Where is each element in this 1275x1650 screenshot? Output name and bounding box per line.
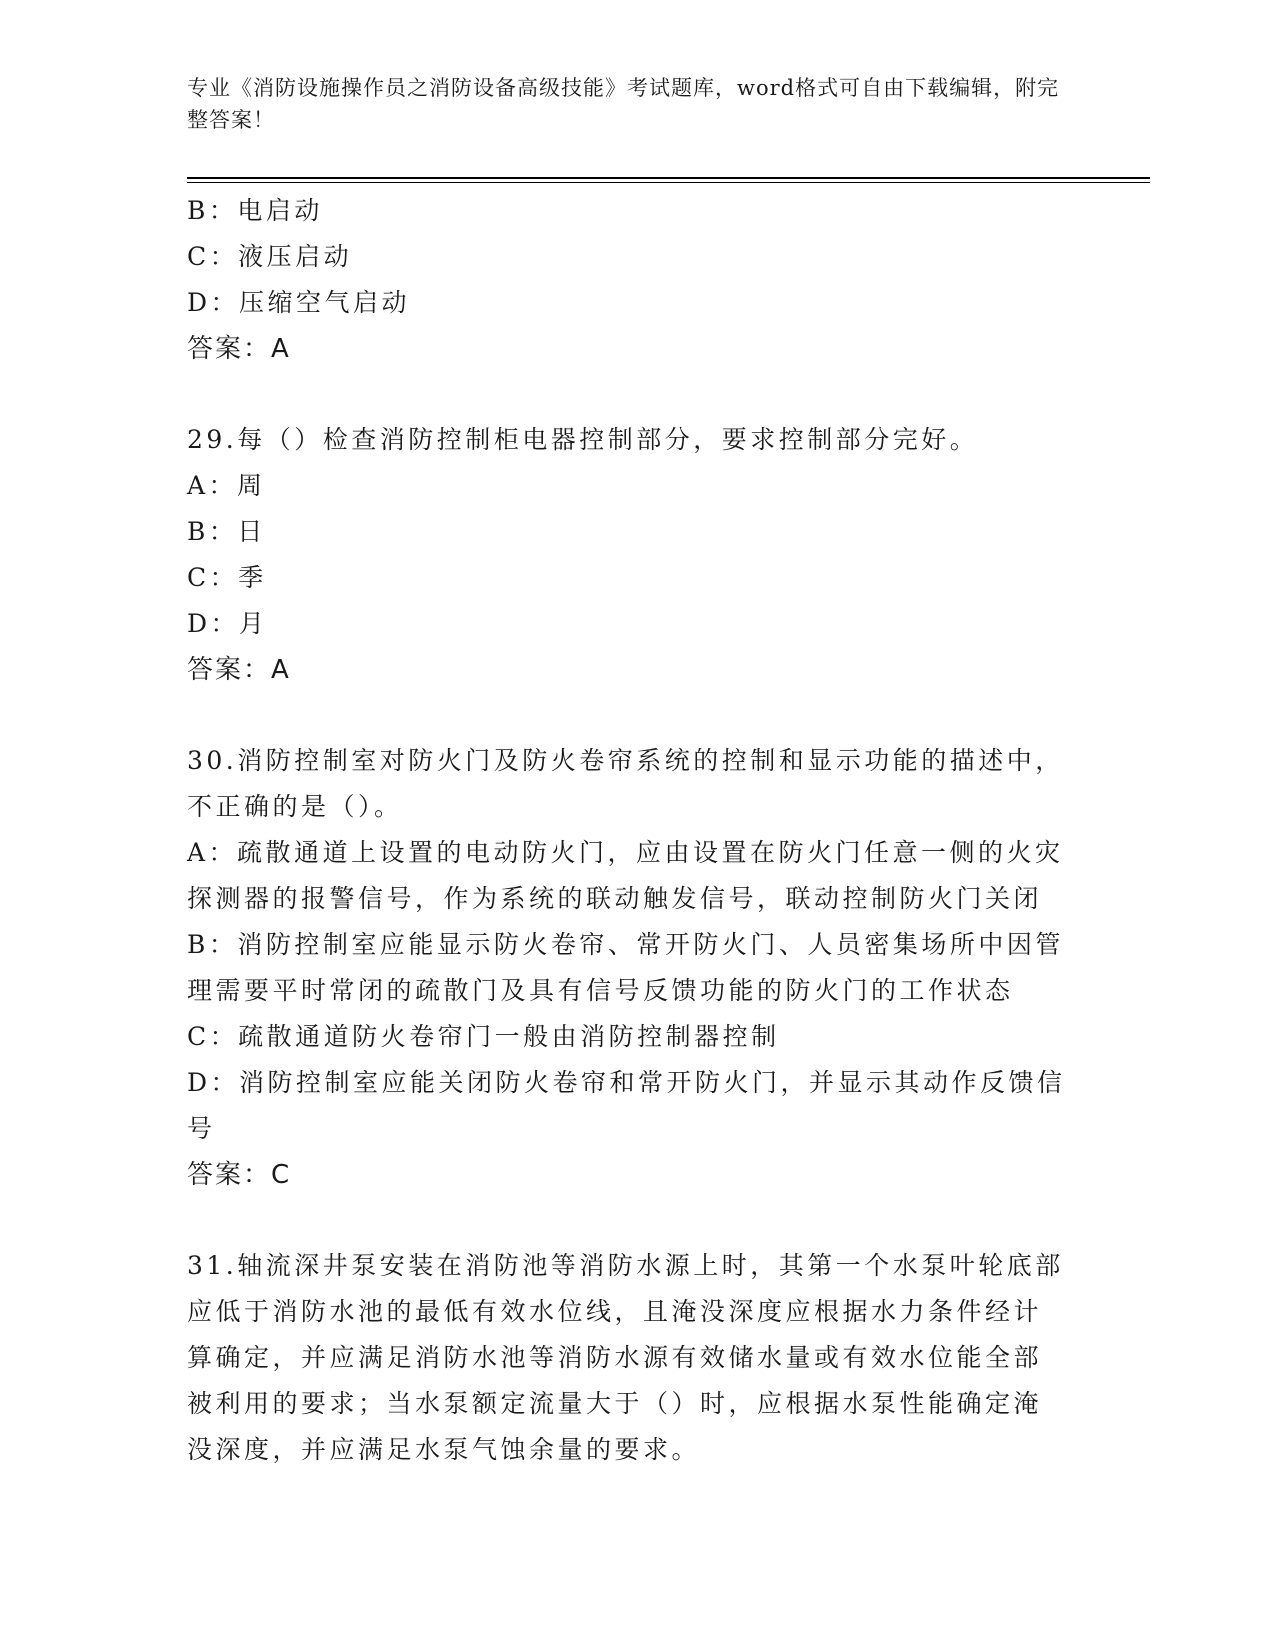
question-list (187, 188, 1067, 1473)
option-a: A：疏散通道上设置的电动防火门，应由设置在防火门任意一侧的火灾探测器的报警信号，作为系统的联动触发信号，联动控制防火门关闭 (187, 838, 1064, 913)
question-stem: 29.每（）检查消防控制柜电器控制部分，要求控制部分完好。 (187, 425, 979, 454)
question-30 (187, 738, 1067, 1198)
option-d: D：月 (187, 609, 268, 638)
answer-line: 答案：C (187, 1160, 292, 1190)
option-d: D：压缩空气启动 (187, 288, 411, 317)
question-31 (187, 1243, 1067, 1473)
document-header: 专业《消防设施操作员之消防设备高级技能》考试题库，word格式可自由下载编辑，附完整答案！ (187, 76, 1060, 132)
question-stem: 31.轴流深井泵安装在消防池等消防水源上时，其第一个水泵叶轮底部应低于消防水池的最低有效水位线，且淹没深度应根据水力条件经计算确定，并应满足消防水池等消防水源有效储水量或有效水位能全部被利用的要求；当水泵额定流量大于（）时，应根据水泵性能确定淹没深度，并应满足水泵气蚀余量的要求。 (187, 1251, 1064, 1464)
option-d: D：消防控制室应能关闭防火卷帘和常开防火门，并显示其动作反馈信号 (187, 1068, 1066, 1143)
question-stem: 30.消防控制室对防火门及防火卷帘系统的控制和显示功能的描述中，不正确的是（）。 (187, 746, 1064, 821)
option-a: A：周 (187, 471, 266, 500)
option-b: B：日 (187, 517, 266, 546)
option-b: B：消防控制室应能显示防火卷帘、常开防火门、人员密集场所中因管理需要平时常闭的疏散门及具有信号反馈功能的防火门的工作状态 (187, 930, 1064, 1005)
answer-line: 答案：A (187, 334, 291, 364)
header-divider-thin (187, 182, 1150, 183)
answer-line: 答案：A (187, 655, 291, 685)
option-b: B：电启动 (187, 196, 323, 225)
option-c: C：季 (187, 563, 267, 592)
header-divider-thick (187, 177, 1150, 179)
question-29 (187, 417, 1067, 693)
question-28-continuation (187, 188, 1067, 372)
option-c: C：液压启动 (187, 242, 353, 271)
option-c: C：疏散通道防火卷帘门一般由消防控制器控制 (187, 1022, 780, 1051)
